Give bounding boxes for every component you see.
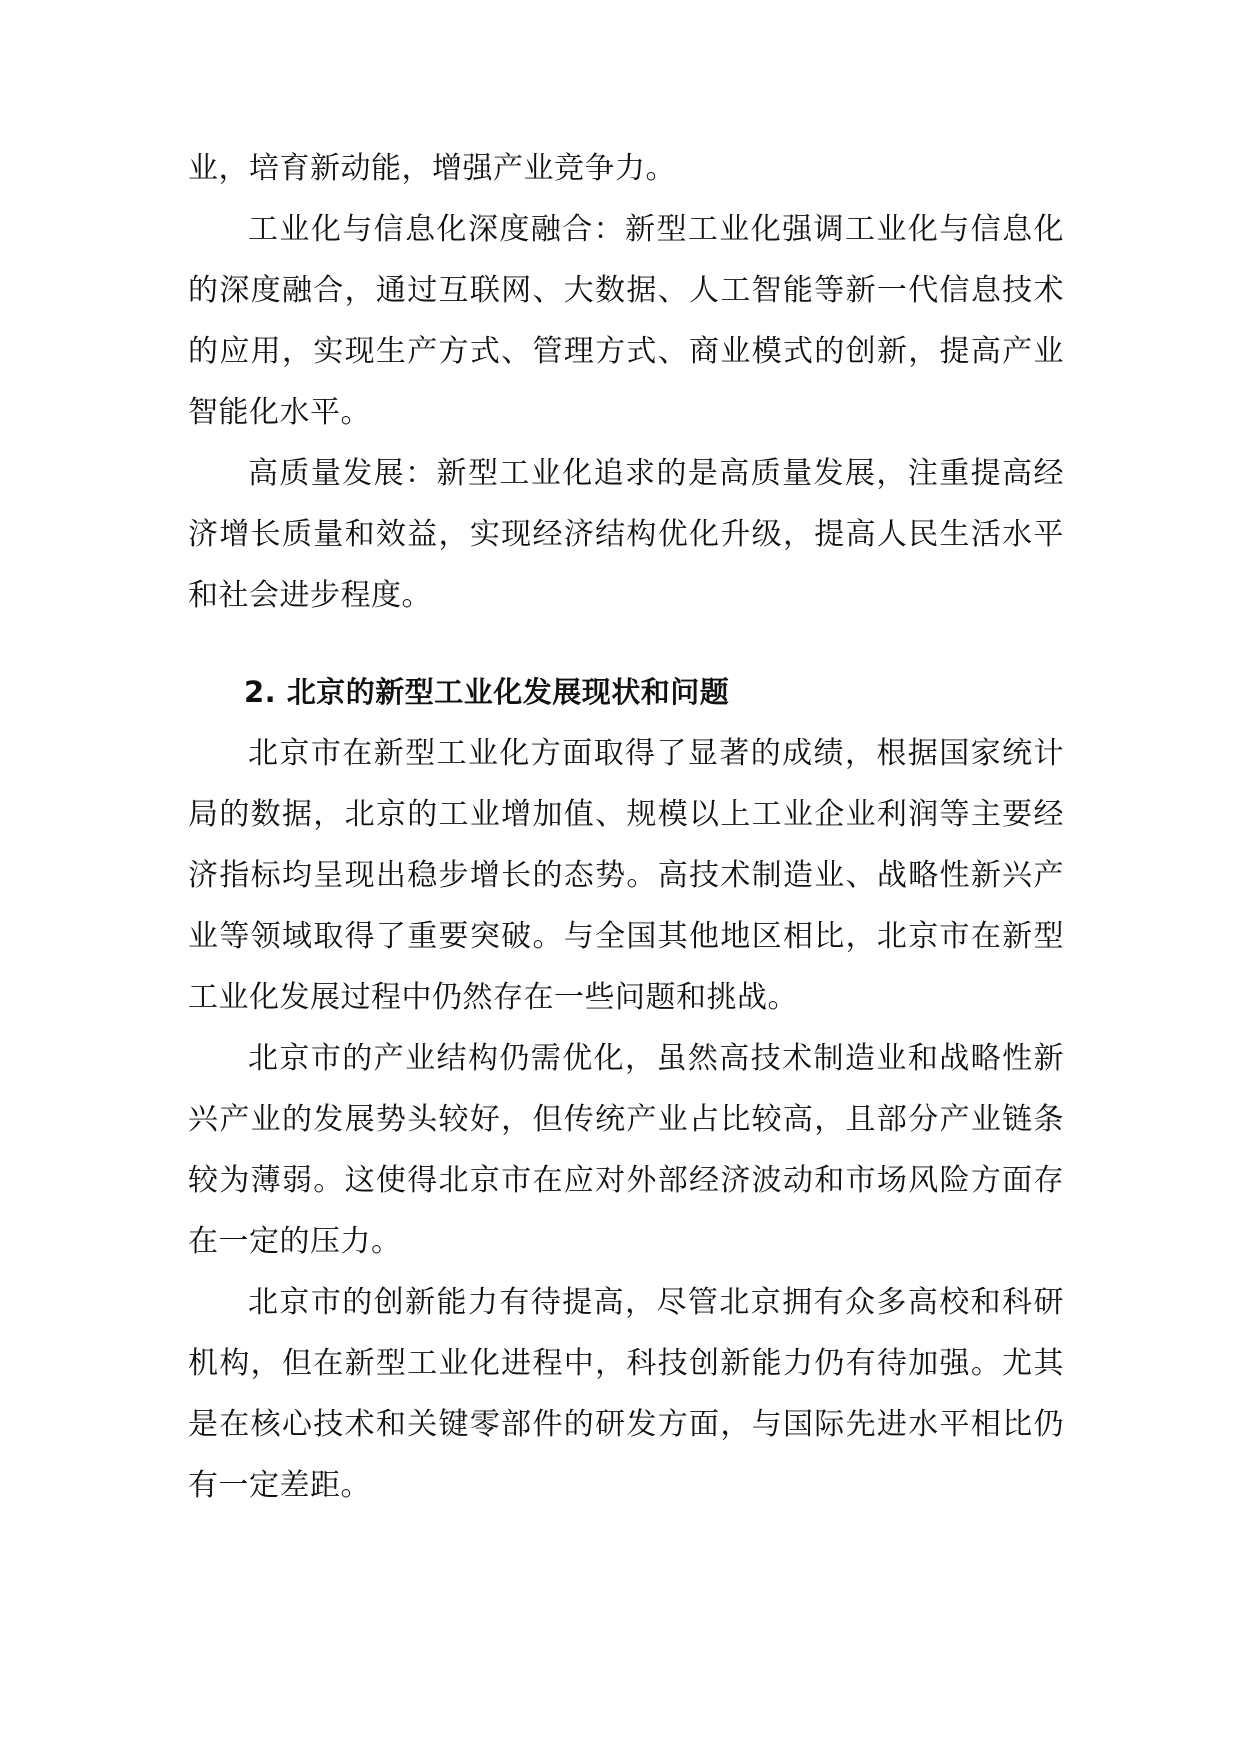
paragraph-continuation: 业，培育新动能，增强产业竞争力。 xyxy=(188,151,676,186)
document-body xyxy=(188,138,1064,1516)
paragraph-beijing-status: 北京市在新型工业化方面取得了显著的成绩，根据国家统计局的数据，北京的工业增加值、规模以上工业企业利润等主要经济指标均呈现出稳步增长的态势。高技术制造业、战略性新兴产业等领域取得了重要突破。与全国其他地区相比，北京市在新型工业化发展过程中仍然存在一些问题和挑战。 xyxy=(188,736,1064,1015)
paragraph-industrial-structure: 北京市的产业结构仍需优化，虽然高技术制造业和战略性新兴产业的发展势头较好，但传统产业占比较高，且部分产业链条较为薄弱。这使得北京市在应对外部经济波动和市场风险方面存在一定的压力。 xyxy=(188,1041,1064,1259)
paragraph-high-quality-development: 高质量发展：新型工业化追求的是高质量发展，注重提高经济增长质量和效益，实现经济结构优化升级，提高人民生活水平和社会进步程度。 xyxy=(188,456,1064,613)
paragraph-innovation-capacity: 北京市的创新能力有待提高，尽管北京拥有众多高校和科研机构，但在新型工业化进程中，科技创新能力仍有待加强。尤其是在核心技术和关键零部件的研发方面，与国际先进水平相比仍有一定差距。 xyxy=(188,1285,1064,1503)
paragraph-informatization: 工业化与信息化深度融合：新型工业化强调工业化与信息化的深度融合，通过互联网、大数据、人工智能等新一代信息技术的应用，实现生产方式、管理方式、商业模式的创新，提高产业智能化水平。 xyxy=(188,212,1064,430)
section-heading: 2. 北京的新型工业化发展现状和问题 xyxy=(244,675,730,709)
section-spacer xyxy=(188,626,1064,662)
